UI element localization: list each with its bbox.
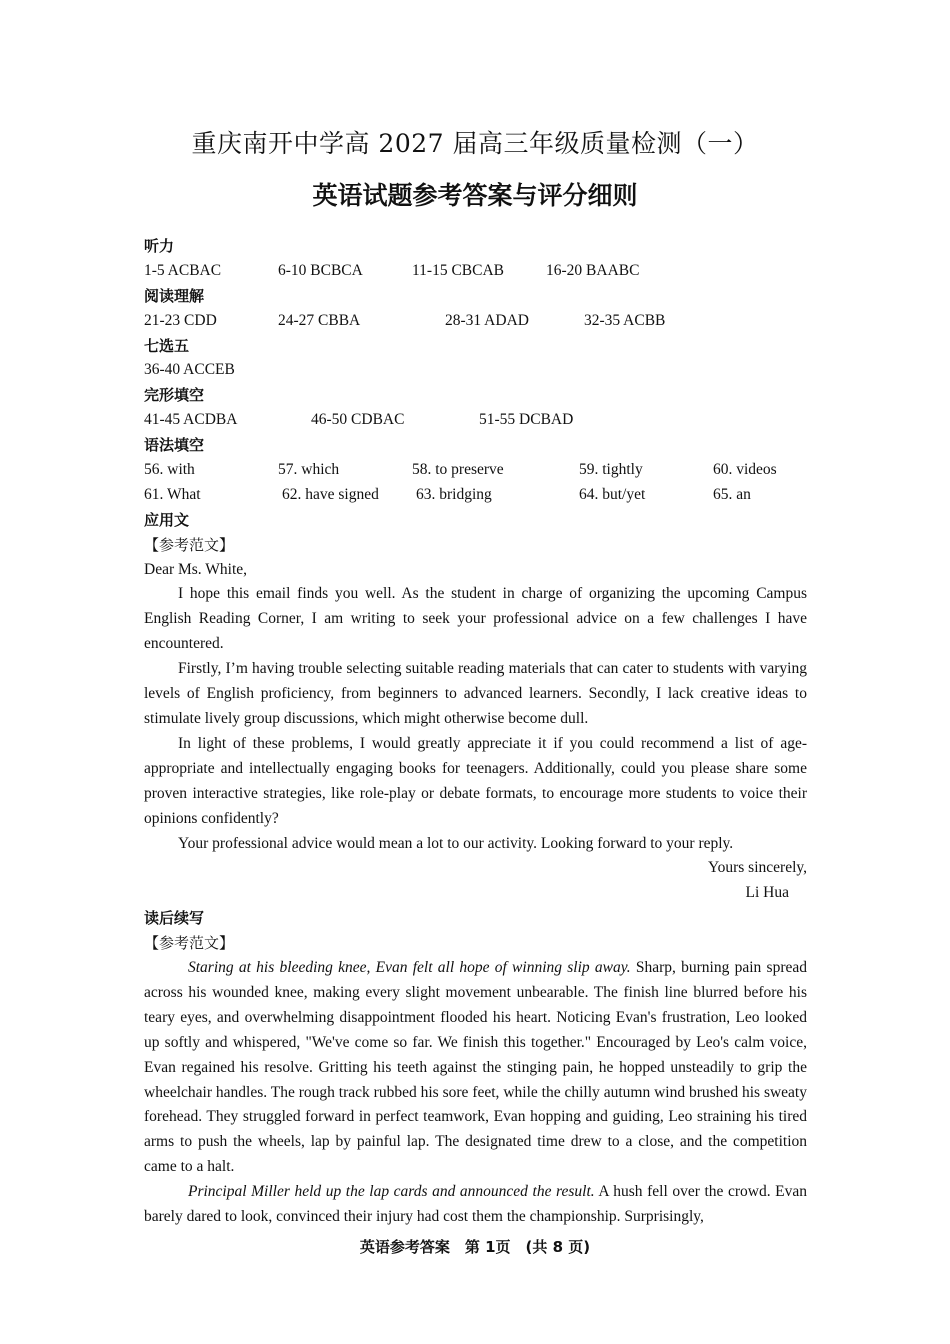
- story-paragraph-1: [144, 956, 807, 1180]
- answer-group: 41-45 ACDBA: [144, 411, 238, 429]
- paragraph-body: Sharp, burning pain spread across his wounded knee, making every slight movement unbearable. The finish line blurred before his teary eyes, and overwhelming disappointment flooded his heart. Noticing Evan's frustration, Leo looked up softly and whispered, "We've come so far. We finish this together." Encouraged by Leo's calm voice, Evan regained his resolve. Gritting his teeth against the stinging pain, he hopped unsteadily to grip the wheelchair handles. The rough track rubbed his sore feet, while the chilly autumn wind brushed his sweaty forehead. They struggled forward in perfect teamwork, Evan hopping and guiding, Leo straining his tired arms to push the wheels, lap by painful lap. The designated time drew to a close, and the competition came to a halt.: [144, 959, 807, 1176]
- cloze-answers: [144, 408, 807, 433]
- reference-essay-label: 【参考范文】: [144, 934, 235, 953]
- section-label-practical-writing: 应用文: [144, 510, 190, 529]
- section-label-listening: 听力: [144, 237, 175, 255]
- paragraph-body: A hush fell over the crowd. Evan barely dared to look, convinced their injury had cost them the championship. Surprisingly,: [144, 1183, 807, 1226]
- letter-closing: Yours sincerely,: [707, 859, 807, 877]
- answer-group: 28-31 ADAD: [445, 311, 529, 329]
- answer-item: 61. What: [144, 485, 201, 503]
- paragraph-lead-sentence: Principal Miller held up the lap cards and announced the result.: [188, 1183, 595, 1201]
- paragraph-lead-sentence: Staring at his bleeding knee, Evan felt all hope of winning slip away.: [188, 959, 631, 976]
- page-footer: 英语参考答案 第 1页 (共 8 页): [359, 1238, 591, 1256]
- answer-item: 60. videos: [713, 461, 777, 479]
- section-label-cloze: 完形填空: [144, 386, 205, 405]
- story-paragraph-2: [144, 1180, 807, 1230]
- exam-title: 重庆南开中学高 2027 届高三年级质量检测（一）: [191, 129, 759, 158]
- answer-content: [144, 234, 807, 1230]
- letter-paragraph: Your professional advice would mean a lot to our activity. Looking forward to your reply.: [178, 834, 734, 852]
- letter-greeting: Dear Ms. White,: [144, 560, 248, 578]
- letter-paragraph: In light of these problems, I would greatly appreciate it if you could recommend a list of age-appropriate and intellectually engaging books for teenagers. Additionally, could you please share some proven interactive strategies, like role-play or debate formats, to encourage more students to voice their opinions confidently?: [144, 734, 807, 827]
- answer-group: 6-10 BCBCA: [278, 261, 363, 279]
- answer-group: 32-35 ACBB: [584, 311, 666, 329]
- answer-group: 51-55 DCBAD: [479, 411, 574, 429]
- answer-group: 36-40 ACCEB: [144, 361, 235, 379]
- section-label-continuation-writing: 读后续写: [144, 909, 205, 928]
- grammar-answers-row-2: [144, 483, 807, 508]
- answer-group: 16-20 BAABC: [546, 261, 640, 279]
- answer-item: 65. an: [713, 485, 751, 503]
- answer-group: 46-50 CDBAC: [311, 411, 405, 429]
- answer-item: 58. to preserve: [412, 461, 504, 479]
- document-subtitle: 英语试题参考答案与评分细则: [312, 181, 638, 210]
- letter-paragraph: Firstly, I’m having trouble selecting suitable reading materials that can cater to students with varying levels of English proficiency, from beginners to advanced learners. Secondly, I lack creative ideas to stimulate lively group discussions, which might otherwise become dull.: [144, 660, 807, 727]
- seven-choose-five-answers: [144, 358, 807, 383]
- reading-answers: [144, 309, 807, 334]
- answer-group: 1-5 ACBAC: [144, 261, 222, 279]
- answer-item: 59. tightly: [579, 461, 643, 479]
- answer-item: 64. but/yet: [579, 485, 646, 503]
- letter-signature: Li Hua: [745, 884, 789, 902]
- answer-group: 24-27 CBBA: [278, 311, 361, 329]
- listening-answers: [144, 259, 807, 284]
- reference-essay-label: 【参考范文】: [144, 535, 235, 554]
- letter-paragraph: I hope this email finds you well. As the student in charge of organizing the upcoming Campus English Reading Corner, I am writing to seek your professional advice on a few challenges I have encountered.: [144, 585, 807, 653]
- section-label-grammar: 语法填空: [144, 436, 205, 455]
- answer-item: 56. with: [144, 461, 195, 479]
- section-label-reading: 阅读理解: [144, 286, 205, 305]
- answer-item: 57. which: [278, 461, 340, 479]
- answer-group: 11-15 CBCAB: [412, 261, 505, 279]
- section-label-seven-choose-five: 七选五: [144, 336, 190, 355]
- answer-item: 62. have signed: [282, 485, 379, 503]
- grammar-answers-row-1: [144, 458, 807, 483]
- answer-group: 21-23 CDD: [144, 311, 217, 329]
- answer-item: 63. bridging: [416, 485, 492, 503]
